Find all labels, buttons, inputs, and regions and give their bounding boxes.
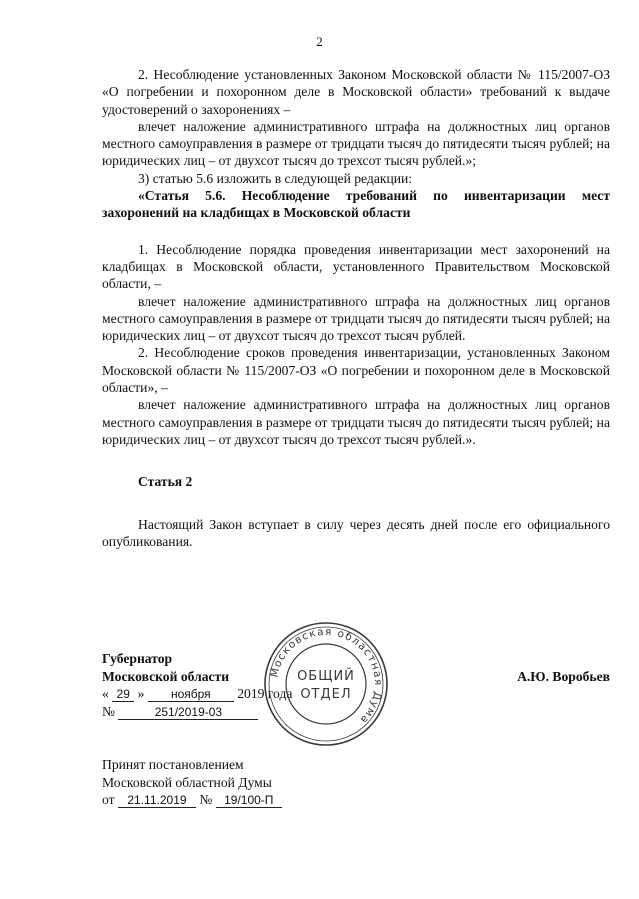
adoption-line1: Принят постановлением [102, 757, 244, 772]
spacer [102, 491, 610, 516]
article-2-heading: Статья 2 [138, 474, 193, 490]
date-open-quote: « [102, 686, 109, 702]
date-month: ноября [148, 687, 234, 702]
paragraph-7: 2. Несоблюдение сроков проведения инвентаризации, установленных Законом Московской области № 115/2007-ОЗ «О погребении и похоронном деле в Московской области», – [102, 345, 610, 396]
adoption-number: 19/100-П [216, 793, 282, 808]
adoption-line2: Московской областной Думы [102, 774, 272, 790]
number-prefix: № [102, 703, 115, 719]
stamp-center-line1: ОБЩИЙ [297, 669, 355, 684]
signer-title-line2: Московской области [102, 668, 230, 684]
paragraph-5: 1. Несоблюдение порядка проведения инвентаризации мест захоронений на кладбищах в Московской области, установленного Правительством Московской области, – [102, 241, 610, 292]
paragraph-8: влечет наложение административного штрафа на должностных лиц органов местного самоуправления в размере от тридцати тысяч до пятидесяти тысяч рублей; на юридических лиц – от двухсот тысяч до трехсот тысяч рублей.». [102, 397, 610, 447]
signer-name: А.Ю. Воробьев [517, 668, 610, 684]
page-number: 2 [316, 34, 323, 49]
adoption-block [102, 756, 282, 809]
law-number: 251/2019-03 [118, 705, 258, 720]
adoption-date: 21.11.2019 [118, 793, 196, 808]
paragraph-10: Настоящий Закон вступает в силу через десять дней после его официального опубликования. [102, 516, 610, 549]
spacer [102, 448, 610, 473]
adoption-date-prefix: от [102, 792, 115, 808]
adoption-date-row [102, 791, 282, 809]
paragraph-2: влечет наложение административного штрафа на должностных лиц органов местного самоуправления в размере от тридцати тысяч до пятидесяти тысяч рублей; на юридических лиц – от двухсот тысяч до трехсот тысяч рублей.»; [102, 118, 610, 169]
spacer [102, 222, 610, 241]
document-body [102, 66, 610, 550]
paragraph-3: 3) статью 5.6 изложить в следующей редакции: [138, 170, 413, 186]
article-5-6-heading: «Статья 5.6. Несоблюдение требований по инвентаризации мест захоронений на кладбищах в Московской области [102, 188, 610, 221]
adoption-number-prefix: № [199, 792, 213, 808]
date-close-quote: » [137, 686, 145, 702]
paragraph-1: 2. Несоблюдение установленных Законом Московской области № 115/2007-ОЗ «О погребении и похоронном деле в Московской области» требований к выдаче удостоверений о захоронениях – [102, 67, 610, 117]
stamp-center-line2: ОТДЕЛ [300, 687, 352, 702]
date-year: 2019 года [237, 686, 293, 702]
signer-title-line1: Губернатор [102, 651, 173, 666]
stamp-center-ring [286, 644, 366, 724]
paragraph-6: влечет наложение административного штрафа на должностных лиц органов местного самоуправления в размере от тридцати тысяч до пятидесяти тысяч рублей; на юридических лиц – от двухсот тысяч до трехсот тысяч рублей. [102, 293, 610, 344]
stamp-outer-ring [265, 623, 387, 745]
official-stamp [262, 620, 390, 748]
stamp-ring-text: Московская областная Дума [268, 625, 385, 727]
date-day: 29 [112, 687, 134, 702]
